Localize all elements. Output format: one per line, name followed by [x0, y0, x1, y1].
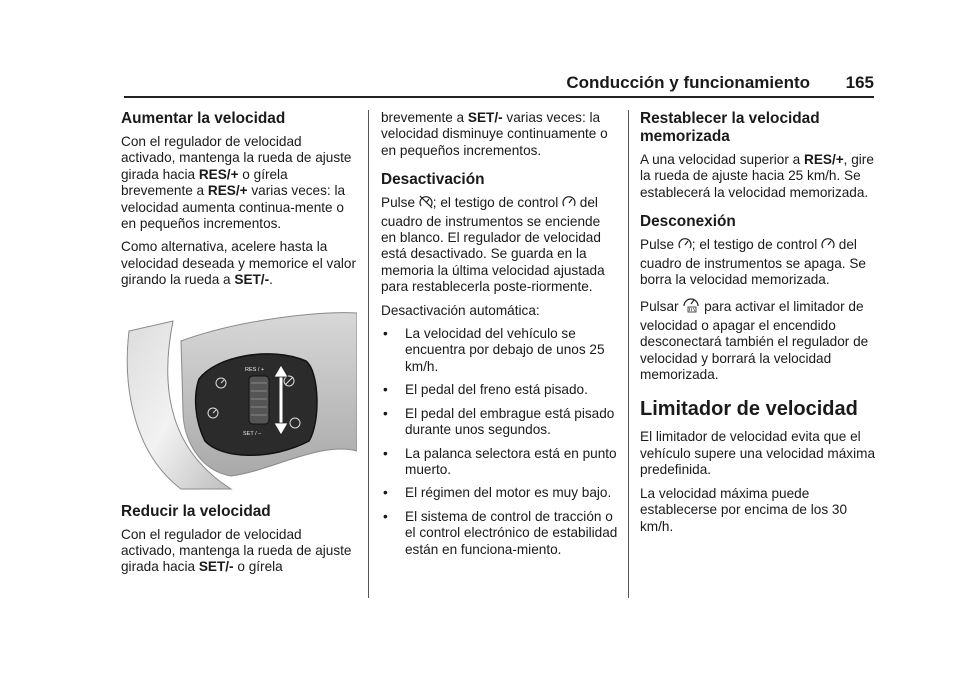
header-title: Conducción y funcionamiento: [566, 73, 810, 92]
cruise-control-indicator-icon: [562, 195, 576, 213]
section-heading-reducir: Reducir la velocidad: [121, 502, 271, 520]
bullet-symbol: •: [383, 382, 388, 398]
list-item-text: La palanca selectora está en punto muerto.: [405, 445, 617, 477]
column-3: [640, 110, 880, 542]
list-item: [381, 509, 619, 558]
list-item: [381, 485, 619, 501]
paragraph: A una velocidad superior a RES/+, gire la rueda de ajuste hacia 25 km/h. Se establecerá la velocidad memorizada.: [640, 152, 874, 200]
paragraph: Pulsar para activar el limitador de velocidad o apagar el encendido desconectará también el regulador de velocidad y borrará la velocidad memorizada.: [640, 295, 880, 383]
column-divider: [368, 110, 369, 598]
figure-label-res: RES / +: [245, 366, 265, 373]
bullet-symbol: •: [383, 326, 388, 342]
list-item-text: El sistema de control de tracción o el control electrónico de estabilidad están en funciona-miento.: [405, 508, 618, 557]
steering-wheel-controls-figure: [121, 301, 357, 491]
cruise-control-icon: [678, 237, 692, 255]
paragraph: El limitador de velocidad evita que el vehículo supere una velocidad máxima predefinida.: [640, 429, 876, 478]
list-item-text: El pedal del freno está pisado.: [405, 382, 588, 398]
paragraph: La velocidad máxima puede establecerse por encima de los 30 km/h.: [640, 485, 848, 534]
paragraph: Con el regulador de velocidad activado, mantenga la rueda de ajuste girada hacia SET/- o gírela: [121, 526, 352, 575]
paragraph: brevemente a SET/- varias veces: la velocidad disminuye continuamente o en pequeños incrementos.: [381, 110, 608, 158]
cruise-cancel-icon: [419, 195, 433, 213]
section-heading-aumentar: Aumentar la velocidad: [121, 110, 286, 127]
section-heading-desactivacion: Desactivación: [381, 171, 485, 189]
paragraph: Como alternativa, acelere hasta la velocidad deseada y memorice el valor girando la rueda a SET/-.: [121, 239, 356, 288]
bullet-list: [381, 326, 619, 558]
section-heading-restablecer: Restablecer la velocidad memorizada: [640, 110, 820, 145]
list-item-text: El régimen del motor es muy bajo.: [405, 485, 612, 501]
header-rule: [124, 96, 874, 98]
paragraph: Pulse ; el testigo de control del cuadro de instrumentos se apaga. Se borra la velocidad memorizada.: [640, 237, 866, 288]
speed-limiter-icon: [682, 295, 700, 317]
list-item: [381, 326, 619, 375]
paragraph: Con el regulador de velocidad activado, mantenga la rueda de ajuste girada hacia RES/+ o gírela brevemente a RES/+ varias veces: la velocidad aumenta continua-mente o en pequeños incrementos.: [121, 134, 352, 232]
bullet-symbol: •: [383, 405, 388, 421]
bullet-symbol: •: [383, 485, 388, 501]
section-heading-limitador: Limitador de velocidad: [640, 398, 858, 421]
bullet-symbol: •: [383, 508, 388, 524]
paragraph: Pulse ; el testigo de control del cuadro de instrumentos se enciende en blanco. El regulador de velocidad está desactivado. Se guarda en la memoria la última velocidad ajustada para restablecerla poste-riormente.: [381, 195, 605, 295]
list-item: [381, 446, 619, 479]
column-1: [121, 110, 356, 583]
section-heading-desconexion: Desconexión: [640, 213, 736, 231]
figure-label-set: SET / –: [243, 430, 262, 437]
page-header: [124, 70, 874, 98]
list-item: [381, 406, 619, 439]
page-number: 165: [845, 73, 874, 92]
bullet-symbol: •: [383, 445, 388, 461]
paragraph: Desactivación automática:: [381, 302, 540, 318]
list-item-text: El pedal del embrague está pisado durante unos segundos.: [405, 405, 615, 438]
column-divider: [628, 110, 629, 598]
list-item: [381, 382, 619, 398]
cruise-control-indicator-icon: [821, 237, 835, 255]
column-2: [381, 110, 619, 565]
list-item-text: La velocidad del vehículo se encuentra por debajo de unos 25 km/h.: [405, 326, 605, 374]
